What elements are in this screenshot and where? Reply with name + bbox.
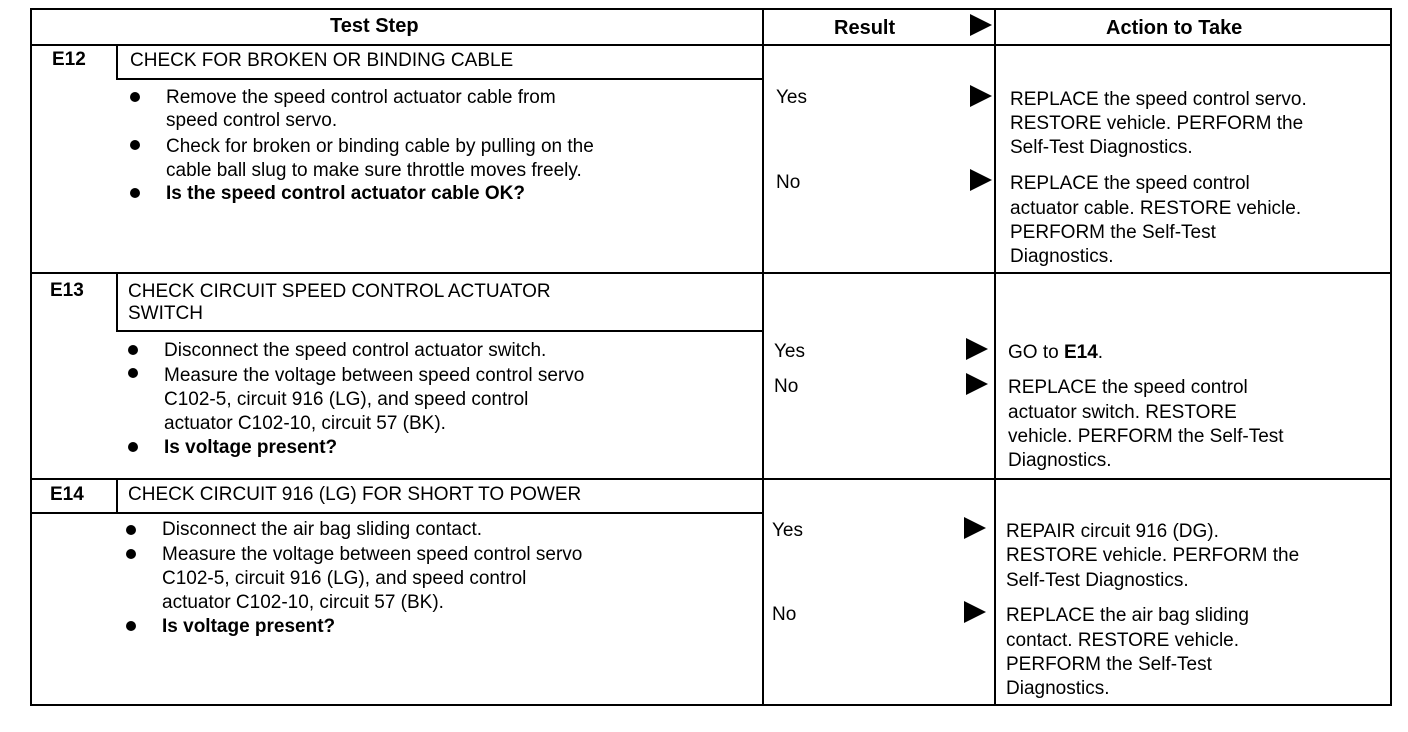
- id-divider-e14: [116, 478, 118, 512]
- bullet-icon: [128, 368, 138, 378]
- action-text: RESTORE vehicle. PERFORM the: [1010, 113, 1304, 134]
- arrow-icon: [966, 338, 988, 360]
- result-no-e12: No: [776, 172, 801, 193]
- result-no-e13: No: [774, 376, 799, 397]
- step-title-e14: CHECK CIRCUIT 916 (LG) FOR SHORT TO POWER: [128, 484, 582, 505]
- bullet-text: speed control servo.: [166, 110, 338, 131]
- bullet-text: C102-5, circuit 916 (LG), and speed control: [162, 568, 527, 589]
- action-goto-step-link: E14: [1063, 342, 1098, 363]
- arrow-icon: [964, 517, 986, 539]
- table-border-left: [30, 8, 32, 706]
- result-yes-e13: Yes: [774, 341, 805, 362]
- bullet-text: actuator C102-10, circuit 57 (BK).: [164, 413, 446, 434]
- bullet-text: cable ball slug to make sure throttle moves freely.: [166, 160, 582, 181]
- bullet-question: Is voltage present?: [162, 616, 336, 637]
- bullet-icon: [126, 525, 136, 535]
- bullet-question: Is voltage present?: [164, 437, 338, 458]
- bullet-icon: [130, 188, 140, 198]
- action-text: vehicle. PERFORM the Self-Test: [1008, 426, 1284, 447]
- header-divider: [30, 44, 1392, 46]
- action-text: actuator switch. RESTORE: [1008, 402, 1237, 423]
- action-text: PERFORM the Self-Test: [1010, 222, 1216, 243]
- step-title-e13: SWITCH: [128, 303, 203, 324]
- title-underline-e12: [116, 78, 764, 80]
- result-no-e14: No: [772, 604, 797, 625]
- bullet-text: actuator C102-10, circuit 57 (BK).: [162, 592, 444, 613]
- action-goto-suffix: .: [1097, 342, 1104, 363]
- test-step-column-divider: [762, 8, 764, 706]
- arrow-icon: [970, 169, 992, 191]
- action-text: REPAIR circuit 916 (DG).: [1006, 521, 1219, 542]
- id-divider-e12: [116, 44, 118, 78]
- bullet-text: Measure the voltage between speed control servo: [164, 365, 585, 386]
- bullet-icon: [128, 345, 138, 355]
- bullet-icon: [130, 92, 140, 102]
- action-text: contact. RESTORE vehicle.: [1006, 630, 1240, 651]
- action-text: RESTORE vehicle. PERFORM the: [1006, 545, 1300, 566]
- action-text: REPLACE the speed control: [1010, 173, 1250, 194]
- table-border-top: [32, 8, 1392, 10]
- bullet-icon: [130, 140, 140, 150]
- header-result: Result: [834, 17, 896, 39]
- action-text: PERFORM the Self-Test: [1006, 654, 1212, 675]
- bullet-question: Is the speed control actuator cable OK?: [166, 183, 525, 204]
- arrow-icon: [966, 373, 988, 395]
- action-text: Diagnostics.: [1010, 246, 1114, 267]
- title-underline-e13: [116, 330, 764, 332]
- bullet-text: Remove the speed control actuator cable from: [166, 87, 556, 108]
- arrow-icon: [970, 85, 992, 107]
- bullet-text: Check for broken or binding cable by pulling on the: [166, 136, 594, 157]
- action-text: REPLACE the speed control: [1008, 377, 1248, 398]
- action-text: Self-Test Diagnostics.: [1006, 570, 1189, 591]
- step-id-e12: E12: [52, 49, 86, 70]
- step-id-e13: E13: [50, 280, 84, 301]
- table-border-bottom: [30, 704, 1392, 706]
- bullet-text: Disconnect the speed control actuator switch.: [164, 340, 547, 361]
- step-id-e14: E14: [50, 484, 84, 505]
- title-underline-e14: [30, 512, 764, 514]
- arrow-icon: [964, 601, 986, 623]
- bullet-icon: [126, 549, 136, 559]
- action-goto-e13: [1008, 341, 1103, 365]
- result-yes-e14: Yes: [772, 520, 803, 541]
- header-test-step: Test Step: [330, 15, 419, 37]
- action-text: REPLACE the air bag sliding: [1006, 605, 1249, 626]
- bullet-icon: [126, 621, 136, 631]
- bullet-text: C102-5, circuit 916 (LG), and speed control: [164, 389, 529, 410]
- bullet-text: Measure the voltage between speed control servo: [162, 544, 583, 565]
- action-text: Diagnostics.: [1008, 450, 1112, 471]
- action-text: REPLACE the speed control servo.: [1010, 89, 1307, 110]
- result-yes-e12: Yes: [776, 87, 807, 108]
- step-title-e13: CHECK CIRCUIT SPEED CONTROL ACTUATOR: [128, 281, 551, 302]
- action-text: actuator cable. RESTORE vehicle.: [1010, 198, 1302, 219]
- step-divider-e13: [30, 272, 1392, 274]
- header-arrow-icon: [970, 14, 992, 36]
- header-action: Action to Take: [1106, 17, 1243, 39]
- action-column-divider: [994, 8, 996, 706]
- step-title-e12: CHECK FOR BROKEN OR BINDING CABLE: [130, 50, 514, 71]
- action-goto-prefix: GO to: [1008, 342, 1064, 363]
- action-text: Diagnostics.: [1006, 678, 1110, 699]
- step-divider-e14: [30, 478, 1392, 480]
- id-divider-e13: [116, 272, 118, 330]
- table-border-right: [1390, 8, 1392, 706]
- bullet-text: Disconnect the air bag sliding contact.: [162, 519, 483, 540]
- bullet-icon: [128, 442, 138, 452]
- action-text: Self-Test Diagnostics.: [1010, 137, 1193, 158]
